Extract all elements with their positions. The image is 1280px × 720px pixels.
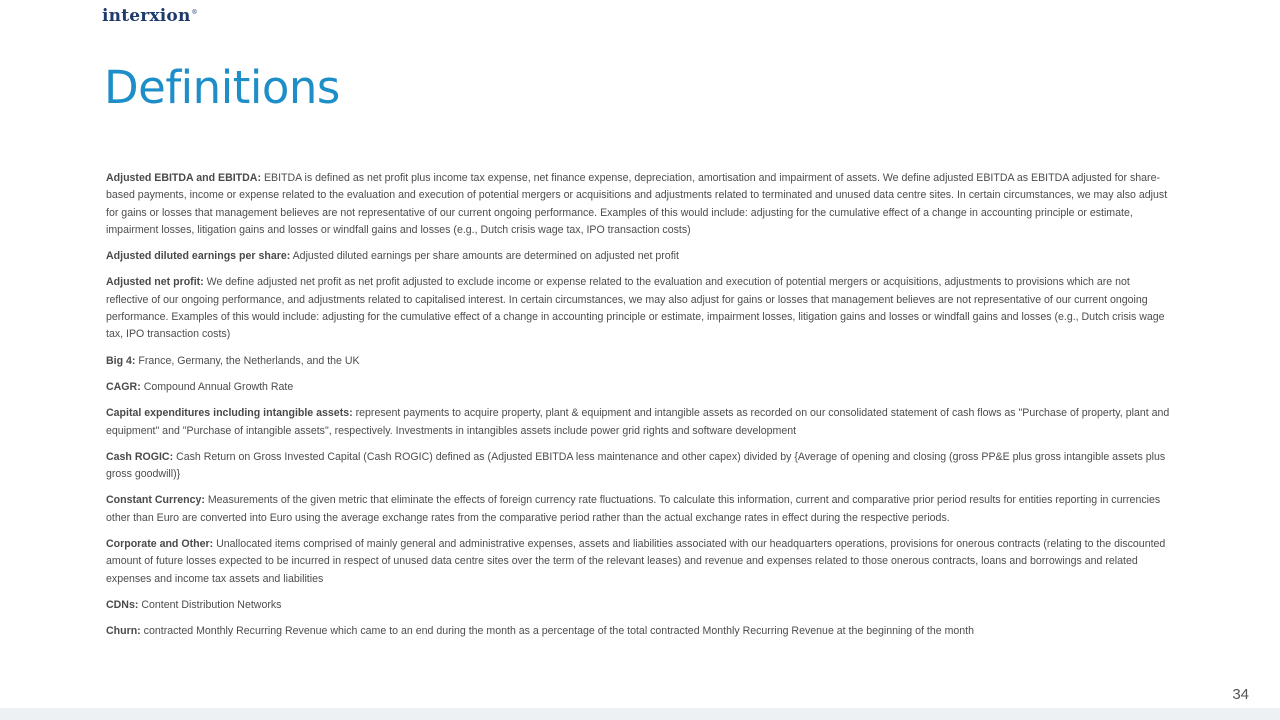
definition-text: Cash Return on Gross Invested Capital (Cash ROGIC) defined as (Adjusted EBITDA less maintenance and other capex) divided by {Average of opening and closing (gross PP&E plus gross intangible assets plus gross goodwill)} xyxy=(106,450,1166,481)
definition-item xyxy=(106,597,1174,614)
definition-term: Adjusted diluted earnings per share: xyxy=(106,250,291,263)
definition-text: Measurements of the given metric that eliminate the effects of foreign currency rate fluctuations. To calculate this information, current and comparative prior period results for entities reporting in currencies other than Euro are converted into Euro using the average exchange rates from the comparative period rather than the actual exchange rates in effect during the respective periods. xyxy=(106,494,1161,524)
logo-text: interxion xyxy=(102,6,191,26)
registered-mark: ® xyxy=(191,9,198,17)
definition-item xyxy=(106,170,1174,239)
definition-item xyxy=(106,353,1174,370)
definition-text: Adjusted diluted earnings per share amounts are determined on adjusted net profit xyxy=(292,250,679,263)
definition-item xyxy=(106,274,1174,343)
page-title: Definitions xyxy=(104,61,340,114)
definition-term: Big 4: xyxy=(106,354,136,367)
definition-item xyxy=(106,492,1174,527)
definition-item xyxy=(106,379,1174,396)
definition-term: CDNs: xyxy=(106,598,139,611)
definition-item xyxy=(106,449,1174,484)
definitions-list xyxy=(106,170,1174,650)
definition-item xyxy=(106,248,1174,265)
footer-band xyxy=(0,708,1280,720)
definition-item xyxy=(106,405,1174,440)
definition-text: Content Distribution Networks xyxy=(141,598,282,611)
page-number: 34 xyxy=(1232,686,1249,703)
definition-text: represent payments to acquire property, plant & equipment and intangible assets as recorded on our consolidated statement of cash flows as "Purchase of property, plant and equipment" and "Purchase of intangible assets", respectively. Investments in intangibles assets include power grid rights and software development xyxy=(106,407,1170,437)
interxion-logo xyxy=(102,6,198,26)
definition-text: Compound Annual Growth Rate xyxy=(143,380,294,393)
definition-term: Cash ROGIC: xyxy=(106,450,174,463)
definition-text: contracted Monthly Recurring Revenue which came to an end during the month as a percentage of the total contracted Monthly Recurring Revenue at the beginning of the month xyxy=(143,625,975,638)
definition-term: Corporate and Other: xyxy=(106,538,214,551)
definition-item xyxy=(106,623,1174,640)
definition-item xyxy=(106,536,1174,588)
definition-term: Adjusted EBITDA and EBITDA: xyxy=(106,172,261,184)
definition-text: Unallocated items comprised of mainly general and administrative expenses, assets and liabilities associated with our headquarters operations, provisions for onerous contracts (relating to the discounted amount of future losses expected to be incurred in respect of unused data centre sites over the term of the relevant leases) and revenue and expenses related to those onerous contracts, loans and borrowings and related expenses and income tax assets and liabilities xyxy=(106,538,1166,585)
definition-text: France, Germany, the Netherlands, and the UK xyxy=(138,354,360,367)
definition-term: Churn: xyxy=(106,625,141,638)
definition-text: We define adjusted net profit as net profit adjusted to exclude income or expense related to the evaluation and execution of potential mergers or acquisitions, adjustments to provisions which are not reflective of our ongoing performance, and adjustments related to capitalised interest. In certain circumstances, we may also adjust for gains or losses that management believes are not representative of our current ongoing performance. Examples of this would include: adjusting for the cumulative effect of a change in accounting principle or estimate, impairment losses, litigation gains and losses or windfall gains and losses (e.g., Dutch crisis wage tax, IPO transaction costs) xyxy=(106,276,1165,341)
definition-term: Adjusted net profit: xyxy=(106,276,204,289)
definition-term: CAGR: xyxy=(106,380,141,393)
definition-text: EBITDA is defined as net profit plus income tax expense, net finance expense, depreciation, amortisation and impairment of assets. We define adjusted EBITDA as EBITDA adjusted for share-based payments, income or expense related to the evaluation and execution of potential mergers or acquisitions and adjustments related to terminated and unused data centre sites. In certain circumstances, we may also adjust for gains or losses that management believes are not representative of our current ongoing performance. Examples of this would include: adjusting for the cumulative effect of a change in accounting principle or estimate, impairment losses, litigation gains and losses or windfall gains and losses (e.g., Dutch crisis wage tax, IPO transaction costs) xyxy=(106,172,1168,236)
definition-term: Constant Currency: xyxy=(106,494,205,507)
definition-term: Capital expenditures including intangible assets: xyxy=(106,407,353,420)
